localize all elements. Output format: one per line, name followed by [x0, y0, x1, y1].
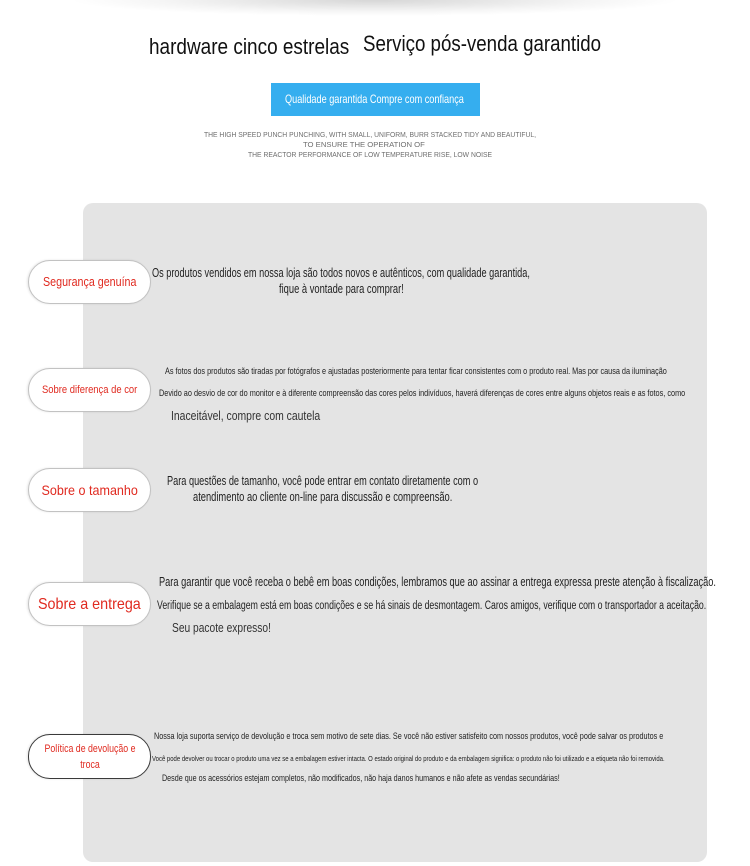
size-text-line: Para questões de tamanho, você pode entrar em contato diretamente com o — [167, 474, 479, 488]
tagline-line: THE HIGH SPEED PUNCH PUNCHING, WITH SMALL, UNIFORM, BURR STACKED TIDY AND BEAUTIFUL, — [204, 132, 537, 139]
return-policy-text-line: Nossa loja suporta serviço de devolução e troca sem motivo de sete dias. Se você não estiver satisfeito com nossos produtos, você pode salvar os produtos e — [154, 731, 664, 742]
tagline-line: THE REACTOR PERFORMANCE OF LOW TEMPERATURE RISE, LOW NOISE — [248, 152, 493, 159]
color-difference-text-line: Devido ao desvio de cor do monitor e à diferente compreensão das cores pelos indivíduos, haverá diferenças de cores entre alguns objetos reais e as fotos, como — [159, 388, 686, 399]
return-policy-pill — [28, 734, 151, 779]
quality-guarantee-button-label: Qualidade garantida Compre com confiança — [285, 92, 464, 106]
color-difference-label: Sobre diferença de cor — [41, 384, 138, 396]
size-pill — [28, 468, 151, 512]
genuine-safety-label: Segurança genuína — [42, 274, 137, 289]
color-difference-text-line: As fotos dos produtos são tiradas por fotógrafos e ajustadas posteriormente para tentar ficar consistentes com o produto real. Mas por causa da iluminação — [165, 366, 667, 377]
delivery-text-line: Verifique se a embalagem está em boas condições e se há sinais de desmontagem. Caros amigos, verifique com o transportador a aceitação. — [157, 600, 707, 612]
delivery-text-line: Para garantir que você receba o bebê em boas condições, lembramos que ao assinar a entrega expressa preste atenção à fiscalização. — [159, 575, 716, 589]
title-five-star-hardware: hardware cinco estrelas — [149, 34, 350, 59]
size-label: Sobre o tamanho — [41, 481, 138, 498]
return-policy-text-line: Desde que os acessórios estejam completos, não modificados, não haja danos humanos e não afete as vendas secundárias! — [162, 773, 560, 784]
title-after-sales-guaranteed: Serviço pós-venda garantido — [363, 31, 602, 56]
delivery-text-line: Seu pacote expresso! — [172, 621, 271, 635]
color-difference-text-line: Inaceitável, compre com cautela — [171, 409, 321, 423]
delivery-pill — [28, 582, 151, 626]
tagline-line: TO ENSURE THE OPERATION OF — [303, 142, 425, 149]
color-difference-pill — [28, 368, 151, 412]
return-policy-label: Política de devolução e troca — [44, 742, 135, 771]
delivery-label: Sobre a entrega — [38, 595, 141, 613]
genuine-safety-text-line: fique à vontade para comprar! — [279, 282, 404, 296]
size-text-line: atendimento ao cliente on-line para discussão e compreensão. — [193, 490, 453, 504]
genuine-safety-text-line: Os produtos vendidos em nossa loja são todos novos e autênticos, com qualidade garantida, — [152, 266, 530, 280]
genuine-safety-pill — [28, 260, 151, 304]
quality-guarantee-button[interactable] — [271, 83, 480, 116]
top-shadow — [70, 0, 680, 16]
return-policy-text-line: Você pode devolver ou trocar o produto uma vez se a embalagem estiver intacta. O estado original do produto e da embalagem significa: o produto não foi utilizado e a etiqueta não foi removida. — [152, 754, 665, 763]
